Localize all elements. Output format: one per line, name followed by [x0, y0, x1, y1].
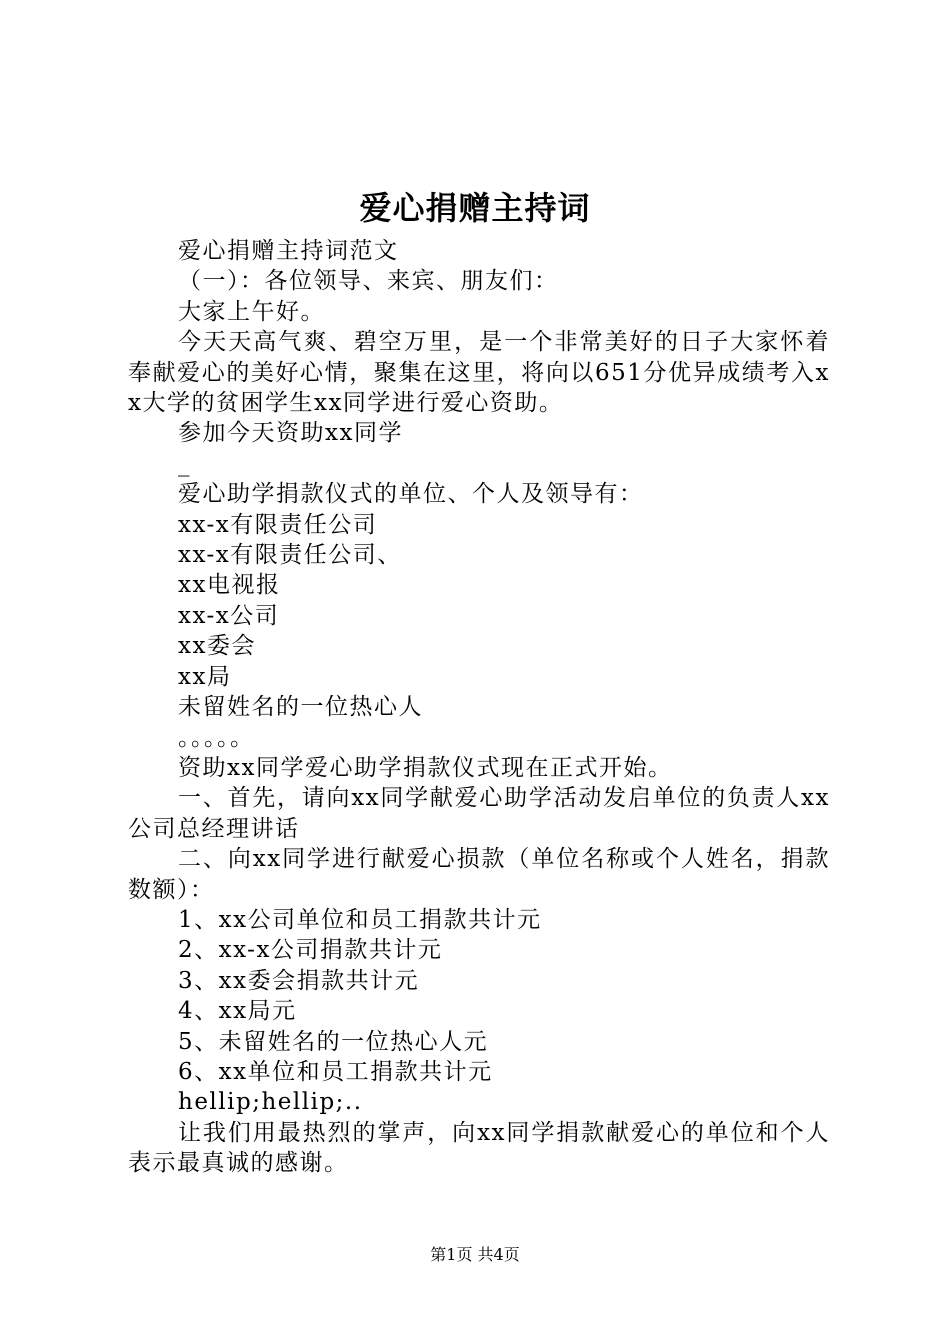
page-footer: 第1页 共4页 — [430, 1245, 520, 1264]
paragraph: 1、xx公司单位和员工捐款共计元 — [178, 906, 542, 933]
paragraph: 5、未留姓名的一位热心人元 — [178, 1028, 489, 1055]
paragraph: 4、xx局元 — [178, 998, 297, 1025]
paragraph: xx局 — [178, 663, 232, 690]
paragraph: 2、xx-x公司捐款共计元 — [178, 937, 443, 964]
paragraph: 。。。。。 — [178, 724, 255, 751]
paragraph: 一、首先，请向xx同学献爱心助学活动发启单位的负责人xx公司总经理讲话 — [128, 785, 830, 842]
paragraph: 资助xx同学爱心助学捐款仪式现在正式开始。 — [178, 754, 673, 781]
paragraph: 爱心捐赠主持词范文 — [178, 238, 399, 264]
paragraph: 未留姓名的一位热心人 — [178, 694, 423, 721]
paragraph: _ — [178, 450, 191, 477]
paragraph: xx-x有限责任公司 — [178, 511, 378, 538]
paragraph: xx电视报 — [178, 572, 281, 599]
paragraph: 大家上午好。 — [178, 298, 325, 325]
paragraph: 让我们用最热烈的掌声，向xx同学捐款献爱心的单位和个人表示最真诚的感谢。 — [128, 1119, 830, 1177]
paragraph: 6、xx单位和员工捐款共计元 — [178, 1058, 493, 1085]
paragraph: 今天天高气爽、碧空万里，是一个非常美好的日子大家怀着奉献爱心的美好心情，聚集在这里，将向以651分优异成绩考入xx大学的贫困学生xx同学进行爱心资助。 — [128, 329, 830, 417]
paragraph: xx-x公司 — [178, 602, 280, 629]
paragraph: xx-x有限责任公司、 — [178, 542, 402, 569]
paragraph: hellip;hellip;.. — [178, 1089, 363, 1116]
paragraph: （一）：各位领导、来宾、朋友们： — [178, 268, 559, 295]
paragraph: 二、向xx同学进行献爱心损款（单位名称或个人姓名，捐款数额）： — [128, 846, 830, 903]
paragraph: xx委会 — [178, 633, 256, 660]
paragraph: 参加今天资助xx同学 — [178, 420, 403, 447]
document-body — [128, 236, 830, 1179]
document-title: 爱心捐赠主持词 — [359, 189, 591, 227]
paragraph: 3、xx委会捐款共计元 — [178, 967, 420, 994]
paragraph: 爱心助学捐款仪式的单位、个人及领导有： — [178, 481, 644, 508]
